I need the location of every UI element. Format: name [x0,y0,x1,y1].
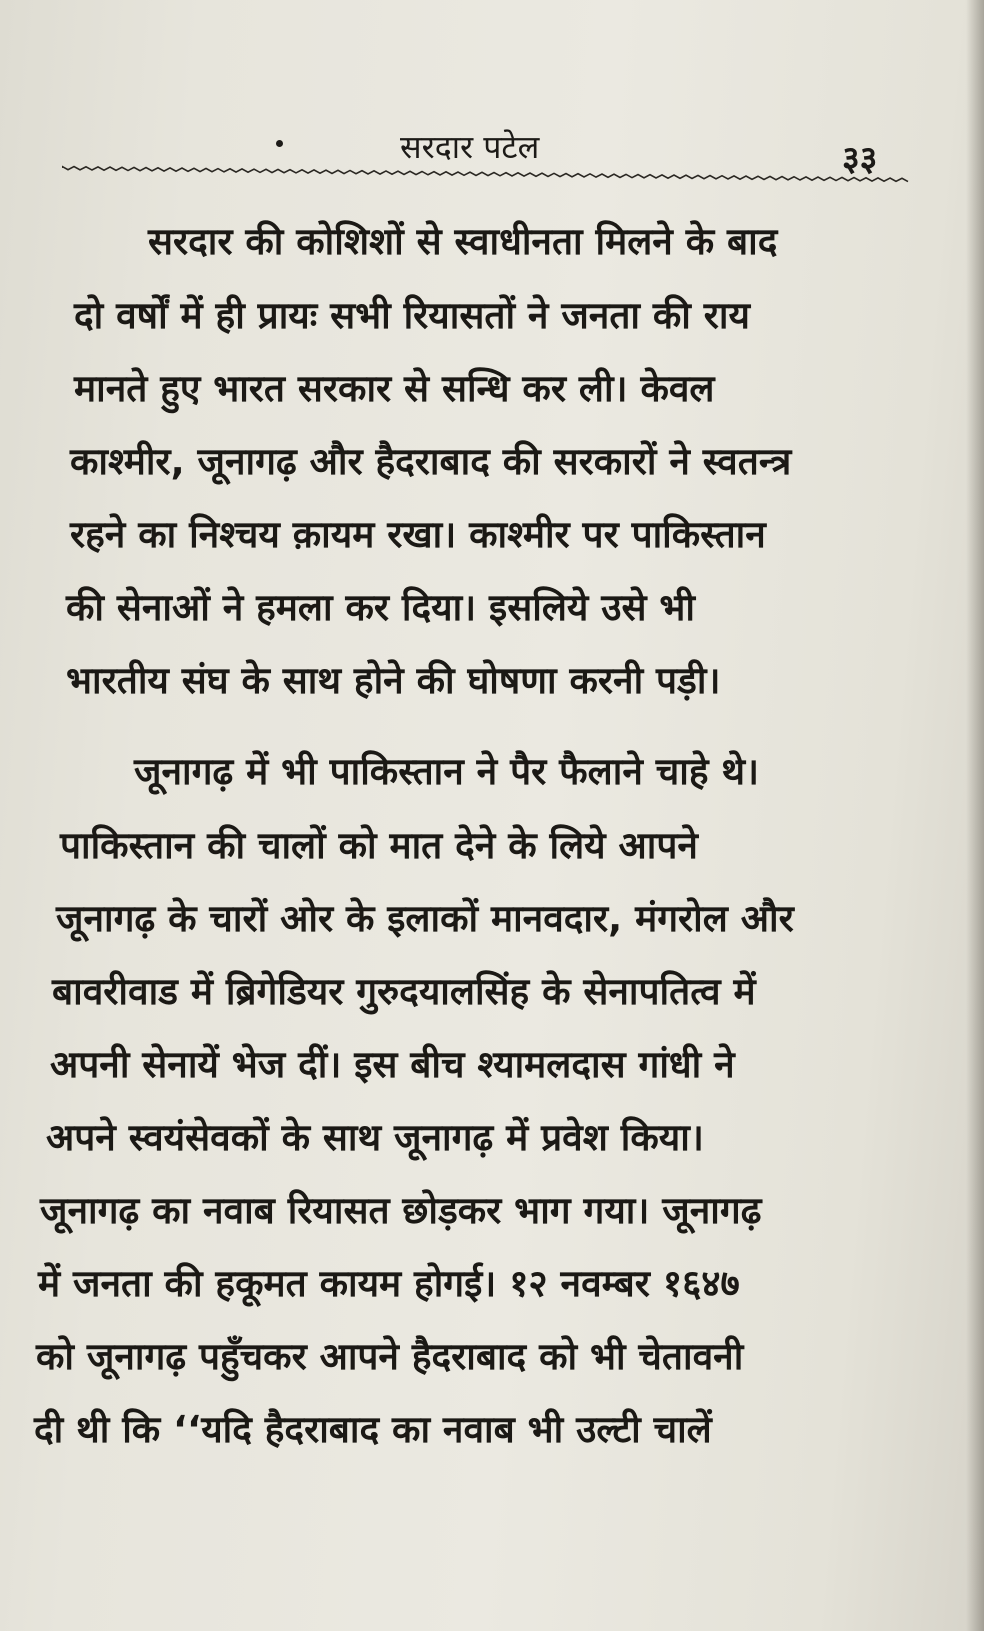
text-line: को जूनागढ़ पहुँचकर आपने हैदराबाद को भी चेतावनी [36,1335,744,1378]
text-line: अपने स्वयंसेवकों के साथ जूनागढ़ में प्रवेश किया। [46,1116,704,1159]
text-line: बावरीवाड में ब्रिगेडियर गुरुदयालसिंह के सेनापतित्व में [52,970,756,1013]
text-line: दो वर्षों में ही प्रायः सभी रियासतों ने जनता की राय [74,294,750,337]
wavy-header-rule [62,160,912,188]
text-line: जूनागढ़ के चारों ओर के इलाकों मानवदार, मंगरोल और [56,897,794,940]
running-title: सरदार पटेल [400,128,540,166]
text-line: रहने का निश्चय क़ायम रखा। काश्मीर पर पाकिस्तान [70,513,766,556]
text-line: में जनता की हकूमत कायम होगई। १२ नवम्बर १६४७ [38,1262,740,1305]
text-line: मानते हुए भारत सरकार से सन्धि कर ली। केवल [74,367,715,410]
text-line: जूनागढ़ में भी पाकिस्तान ने पैर फैलाने चाहे थे। [134,750,760,793]
ornament-dot [276,140,283,147]
text-line: काश्मीर, जूनागढ़ और हैदराबाद की सरकारों ने स्वतन्त्र [70,440,792,483]
page-number: ३३ [842,139,878,179]
text-line: की सेनाओं ने हमला कर दिया। इसलिये उसे भी [66,586,696,629]
text-line: जूनागढ़ का नवाब रियासत छोड़कर भाग गया। जूनागढ़ [40,1189,762,1232]
text-line: दी थी कि ‘‘यदि हैदराबाद का नवाब भी उल्टी चालें [34,1408,712,1451]
text-line: अपनी सेनायें भेज दीं। इस बीच श्यामलदास गांधी ने [50,1043,735,1086]
text-line: पाकिस्तान की चालों को मात देने के लिये आपने [60,824,698,867]
text-line: भारतीय संघ के साथ होने की घोषणा करनी पड़ी। [66,659,721,702]
text-line: सरदार की कोशिशों से स्वाधीनता मिलने के बाद [148,220,778,263]
